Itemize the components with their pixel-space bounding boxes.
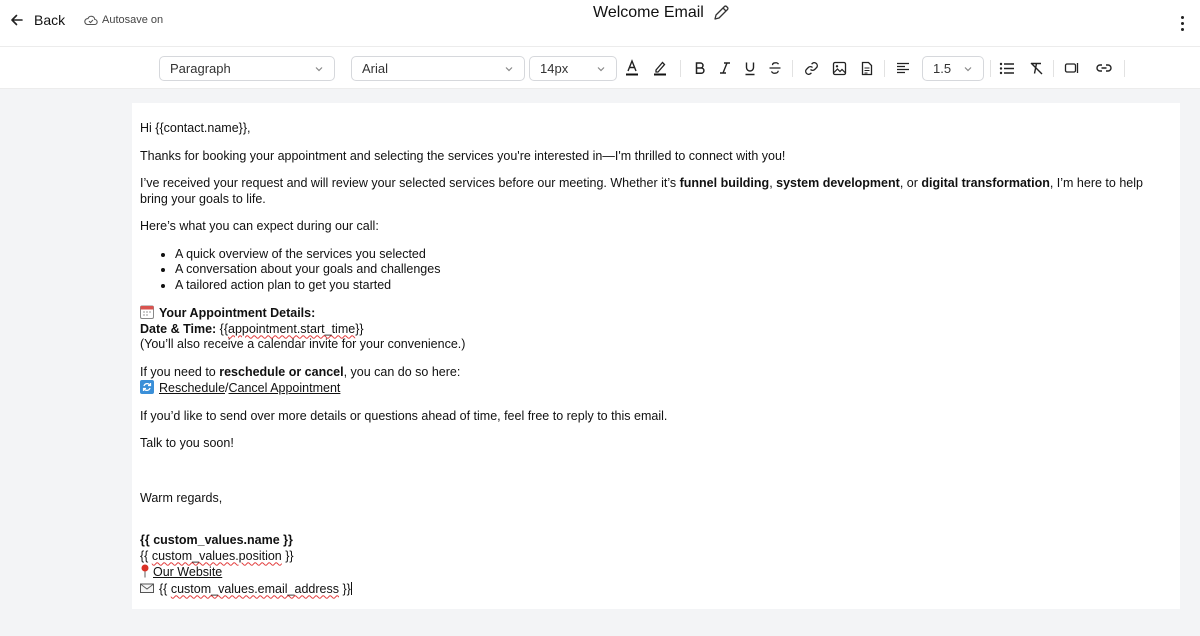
bold-digital-transformation: digital transformation <box>921 176 1050 190</box>
paragraph-thanks: Thanks for booking your appointment and selecting the services you're interested in—I'm thrilled to connect with you! <box>140 148 786 163</box>
position-open: {{ <box>140 548 152 563</box>
request-text: I’ve received your request and will review your selected services before our meeting. Whether it’s <box>140 176 680 190</box>
email-title: Welcome Email <box>593 4 704 21</box>
chevron-down-icon <box>314 64 324 74</box>
text-cursor <box>351 582 352 595</box>
datetime-line <box>140 322 1172 338</box>
datetime-open: {{ <box>219 321 229 336</box>
calendar-icon <box>140 305 154 319</box>
talk-soon: Talk to you soon! <box>140 436 234 450</box>
list-item: • A tailored action plan to get you started <box>175 278 1172 294</box>
comma-text: , <box>769 176 777 190</box>
image-icon[interactable] <box>829 58 849 78</box>
signature-name <box>140 533 1172 549</box>
autosave-status <box>84 14 163 26</box>
text-color-icon[interactable] <box>622 58 642 78</box>
datetime-value: appointment.start_time <box>228 321 356 336</box>
request-tail: , I’m here to help bring your goals to life. <box>140 176 1143 206</box>
datetime-close: }} <box>355 321 364 336</box>
block-style-select[interactable] <box>159 56 335 81</box>
position-close: }} <box>281 548 294 563</box>
reschedule-link[interactable]: Reschedule <box>159 381 226 395</box>
greeting-line: Hi {{contact.name}}, <box>140 121 251 135</box>
refresh-icon <box>140 380 154 394</box>
autosave-label: Autosave on <box>102 14 164 26</box>
email-close: }} <box>338 581 351 596</box>
block-style-value: Paragraph <box>170 61 231 76</box>
font-family-value: Arial <box>362 61 389 76</box>
invite-note: (You’ll also receive a calendar invite for your convenience.) <box>140 337 466 351</box>
line-height-value: 1.5 <box>933 61 952 76</box>
pencil-icon[interactable] <box>712 4 730 22</box>
details-heading <box>140 305 1172 322</box>
italic-icon[interactable] <box>715 58 735 78</box>
highlight-icon[interactable] <box>650 58 670 78</box>
font-size-select[interactable] <box>529 56 617 81</box>
title-area <box>593 4 730 22</box>
reschedule-line <box>140 365 1172 381</box>
arrow-left-icon <box>10 13 24 27</box>
underline-icon[interactable] <box>740 58 760 78</box>
font-size-value: 14px <box>540 61 569 76</box>
back-button[interactable] <box>10 12 65 28</box>
chevron-down-icon <box>504 64 514 74</box>
formatting-toolbar <box>0 46 1200 89</box>
back-label: Back <box>34 12 66 28</box>
link-icon[interactable] <box>801 58 821 78</box>
line-height-select[interactable] <box>922 56 984 81</box>
signature-website <box>140 564 1172 581</box>
sign-off: Warm regards, <box>140 490 223 505</box>
signature-email <box>140 581 1172 598</box>
reschedule-links <box>140 380 1172 397</box>
email-editor[interactable] <box>132 103 1180 609</box>
reschedule-bold: reschedule or cancel <box>219 364 344 379</box>
expectation-list <box>175 247 1172 294</box>
signature-name-text: {{ custom_values.name }} <box>140 533 293 547</box>
website-link[interactable]: Our Website <box>153 565 223 579</box>
bold-icon[interactable] <box>690 58 710 78</box>
chevron-down-icon <box>596 64 606 74</box>
cloud-check-icon <box>84 14 98 26</box>
more-options-icon[interactable] <box>1174 12 1190 34</box>
pin-icon <box>140 564 150 578</box>
bold-system-development: system development <box>776 176 900 190</box>
reschedule-tail: , you can do so here: <box>343 364 461 379</box>
cancel-appointment-link[interactable]: Cancel Appointment <box>228 381 341 395</box>
unlink-icon[interactable] <box>1094 58 1114 78</box>
paragraph-expect: Here’s what you can expect during our call: <box>140 219 379 233</box>
details-heading-text: Your Appointment Details: <box>159 306 316 320</box>
signature-position <box>140 549 1172 565</box>
email-value: custom_values.email_address <box>170 581 339 596</box>
link-slash: / <box>225 381 229 395</box>
position-value: custom_values.position <box>151 548 282 563</box>
top-bar <box>0 0 1200 46</box>
list-item: • A conversation about your goals and challenges <box>175 262 1172 278</box>
bold-funnel-building: funnel building <box>679 176 770 190</box>
button-block-icon[interactable] <box>1062 58 1082 78</box>
clear-formatting-icon[interactable] <box>1026 58 1046 78</box>
or-text: , or <box>899 176 922 190</box>
paragraph-request <box>140 176 1172 207</box>
align-left-icon[interactable] <box>893 58 913 78</box>
reschedule-text: If you need to <box>140 364 220 379</box>
bulleted-list-icon[interactable] <box>997 58 1017 78</box>
email-open: {{ <box>159 581 171 596</box>
strikethrough-icon[interactable] <box>765 58 785 78</box>
chevron-down-icon <box>963 64 973 74</box>
paragraph-details: If you’d like to send over more details or questions ahead of time, feel free to reply to this email. <box>140 408 668 423</box>
datetime-label: Date & Time: <box>140 321 217 336</box>
document-icon[interactable] <box>857 58 877 78</box>
list-item: • A quick overview of the services you selected <box>175 247 1172 263</box>
envelope-icon <box>140 581 154 595</box>
font-family-select[interactable] <box>351 56 525 81</box>
